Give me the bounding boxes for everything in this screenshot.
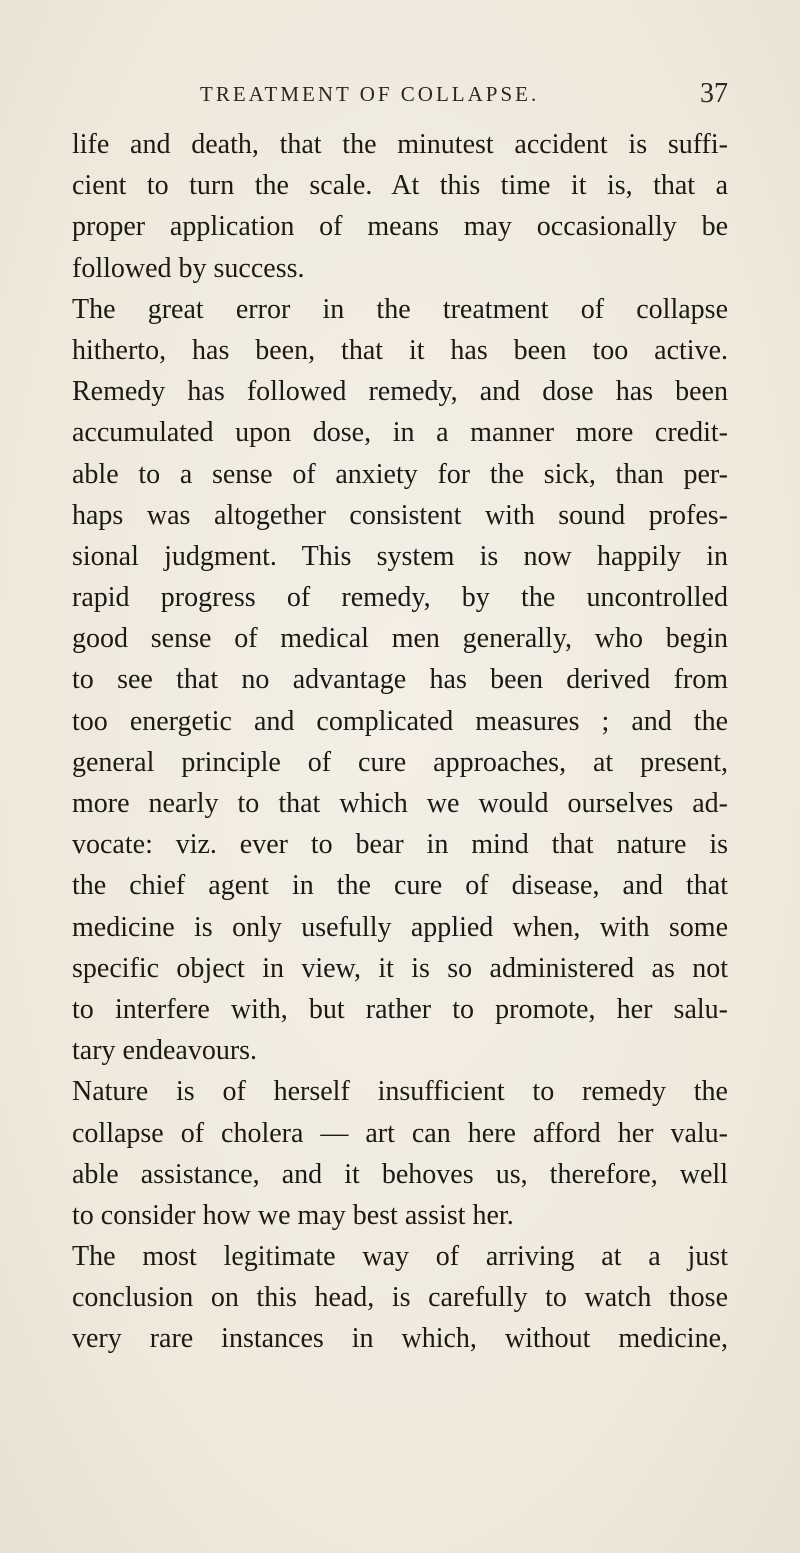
text-line: sional judgment. This system is now happily in [72, 540, 728, 572]
text-line: to see that no advantage has been derived from [72, 664, 728, 696]
text-line: to consider how we may best assist her. [72, 1199, 514, 1231]
page-number: 37 [700, 78, 728, 109]
text-line: general principle of cure approaches, at present, [72, 746, 728, 778]
text-line: accumulated upon dose, in a manner more credit- [72, 417, 728, 449]
text-line: collapse of cholera — art can here afford her valu- [72, 1117, 728, 1149]
running-title: TREATMENT OF COLLAPSE. [200, 82, 540, 106]
text-line: The great error in the treatment of collapse [72, 293, 728, 325]
text-line: hitherto, has been, that it has been too active. [72, 334, 728, 366]
text-line: more nearly to that which we would ourselves ad- [72, 788, 728, 819]
text-line: able to a sense of anxiety for the sick, than per- [72, 458, 728, 490]
text-line: to interfere with, but rather to promote, her salu- [72, 993, 728, 1025]
text-line: good sense of medical men generally, who begin [72, 623, 728, 655]
text-line: cient to turn the scale. At this time it is, that a [72, 170, 728, 202]
text-line: conclusion on this head, is carefully to watch those [72, 1282, 728, 1314]
text-line: followed by success. [72, 252, 305, 284]
text-line: proper application of means may occasionally be [72, 211, 728, 243]
text-line: very rare instances in which, without medicine, [72, 1323, 728, 1355]
running-head [0, 78, 800, 118]
body-text [72, 124, 728, 1360]
text-line: medicine is only usefully applied when, with some [72, 911, 728, 943]
text-line: too energetic and complicated measures ; and the [72, 705, 728, 737]
text-line: haps was altogether consistent with sound profes- [72, 499, 728, 531]
text-line: vocate: viz. ever to bear in mind that nature is [72, 829, 728, 861]
text-line: life and death, that the minutest accident is suffi- [72, 129, 728, 160]
text-line: Nature is of herself insufficient to remedy the [72, 1076, 728, 1108]
text-line: tary endeavours. [72, 1035, 258, 1067]
text-line: Remedy has followed remedy, and dose has been [72, 376, 728, 408]
text-line: The most legitimate way of arriving at a just [72, 1241, 728, 1273]
text-line: the chief agent in the cure of disease, and that [72, 870, 728, 902]
text-line: able assistance, and it behoves us, therefore, well [72, 1158, 728, 1190]
text-line: specific object in view, it is so administered as not [72, 952, 728, 984]
text-line: rapid progress of remedy, by the uncontrolled [72, 582, 728, 614]
